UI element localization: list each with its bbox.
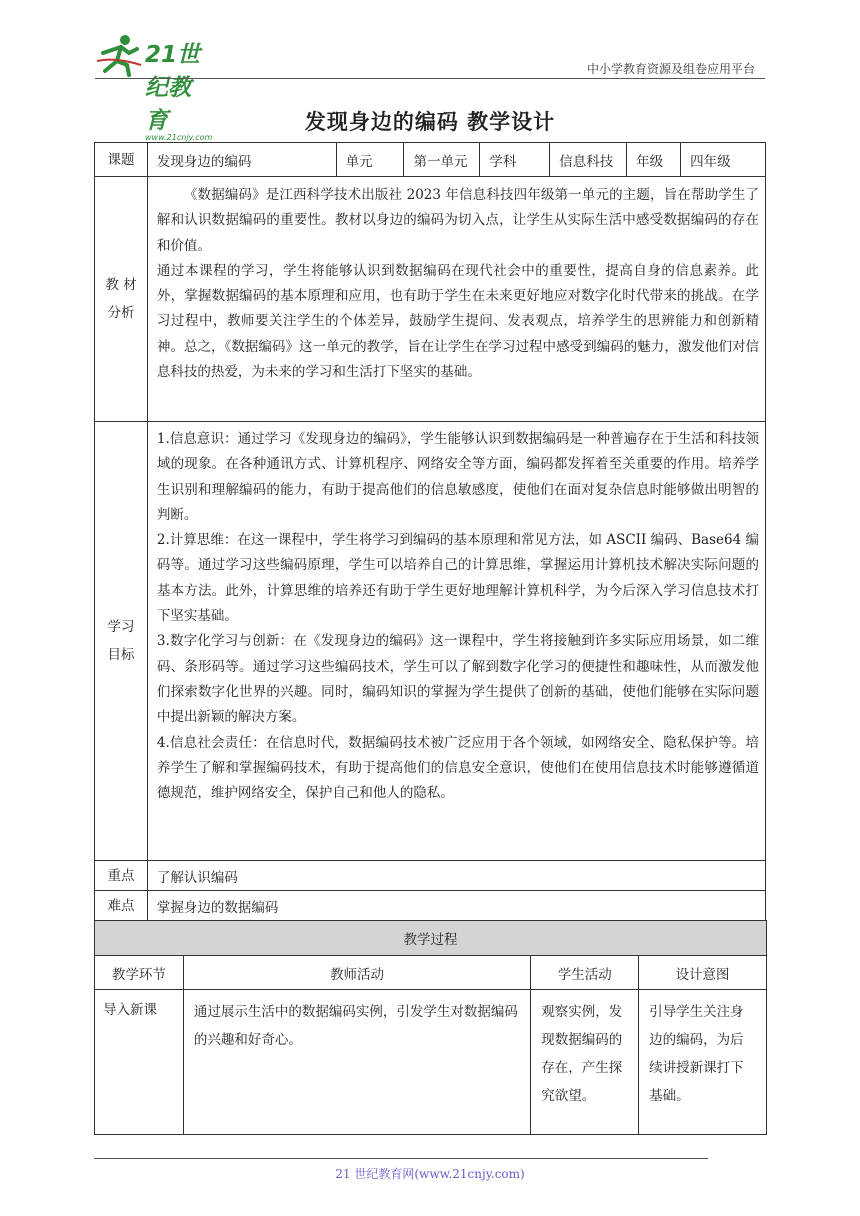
- logo: [95, 30, 213, 142]
- col-header-intent: 设计意图: [639, 956, 767, 990]
- subject-label: 学科: [480, 143, 550, 177]
- goals-label: 学习 目标: [95, 422, 148, 861]
- goal-item: 1.信息意识：通过学习《发现身边的编码》，学生能够认识到数据编码是一种普遍存在于生活和科技领域的现象。在各种通讯方式、计算机程序、网络安全等方面，编码都发挥着至关重要的作用。培养学生识别和理解编码的能力，有助于提高他们的信息敏感度，使他们在面对复杂信息时能够做出明智的判断。: [156, 431, 759, 523]
- key-point-label: 重点: [95, 861, 148, 891]
- lesson-info-table: [94, 142, 766, 921]
- topic-label: 课题: [95, 143, 148, 177]
- student-activity-cell: 观察实例，发现数据编码的存在，产生探究欲望。: [531, 990, 639, 1135]
- footer-divider: [94, 1158, 708, 1159]
- key-point-value: 了解认识编码: [147, 861, 765, 891]
- col-header-stage: 教学环节: [95, 956, 184, 990]
- logo-text: 21世纪教育: [145, 42, 201, 134]
- difficulty-label: 难点: [95, 891, 148, 921]
- goal-item: 4.信息社会责任：在信息时代，数据编码技术被广泛应用于各个领域，如网络安全、隐私保护等。培养学生了解和掌握编码技术，有助于提高他们的信息安全意识，使他们在使用信息技术时能够遵循道德规范，维护网络安全，保护自己和他人的隐私。: [156, 734, 759, 802]
- stage-cell: 导入新课: [95, 990, 184, 1135]
- col-header-teacher: 教师活动: [183, 956, 530, 990]
- platform-name: 中小学教育资源及组卷应用平台: [586, 62, 755, 76]
- goal-item: 2.计算思维：在这一课程中，学生将学习到编码的基本原理和常见方法，如 ASCII 编码、Base64 编码等。通过学习这些编码原理，学生可以培养自己的计算思维，掌握运用计算机技术解决实际问题的基本方法。此外，计算思维的培养还有助于学生更好地理解计算机科学，为今后深入学习信息技术打下坚实基础。: [156, 532, 759, 625]
- unit-value: 第一单元: [404, 143, 480, 177]
- page-title: 发现身边的编码 教学设计: [304, 109, 556, 134]
- teacher-activity-cell: 通过展示生活中的数据编码实例，引发学生对数据编码的兴趣和好奇心。: [183, 990, 530, 1135]
- grade-label: 年级: [627, 143, 681, 177]
- topic-value: 发现身边的编码: [147, 143, 336, 177]
- analysis-paragraph: 《数据编码》是江西科学技术出版社 2023 年信息科技四年级第一单元的主题，旨在帮助学生了解和认识数据编码的重要性。教材以身边的编码为切入点，让学生从实际生活中感受数据编码的存在和价值。: [156, 187, 759, 254]
- header-divider: [95, 78, 765, 79]
- process-band-title: 教学过程: [95, 921, 767, 956]
- unit-label: 单元: [336, 143, 404, 177]
- goal-item: 3.数字化学习与创新：在《发现身边的编码》这一课程中，学生将接触到许多实际应用场景，如二维码、条形码等。通过学习这些编码技术，学生可以了解到数字化学习的便捷性和趣味性，从而激发他们探索数字化世界的兴趣。同时，编码知识的掌握为学生提供了创新的基础，使他们能够在实际问题中提出新颖的解决方案。: [156, 633, 759, 726]
- footer-text: 21 世纪教育网(www.21cnjy.com): [335, 1167, 525, 1181]
- difficulty-value: 掌握身边的数据编码: [147, 891, 765, 921]
- analysis-content: [147, 177, 765, 422]
- goals-content: [147, 422, 765, 861]
- col-header-student: 学生活动: [531, 956, 639, 990]
- teaching-process-table: [94, 920, 767, 1135]
- table-row: [95, 990, 767, 1135]
- subject-value: 信息科技: [550, 143, 627, 177]
- design-intent-cell: 引导学生关注身边的编码，为后续讲授新课打下基础。: [639, 990, 767, 1135]
- grade-value: 四年级: [681, 143, 766, 177]
- analysis-paragraph: 通过本课程的学习，学生将能够认识到数据编码在现代社会中的重要性，提高自身的信息素养。此外，掌握数据编码的基本原理和应用，也有助于学生在未来更好地应对数字化时代带来的挑战。在学习过程中，教师要关注学生的个体差异，鼓励学生提问、发表观点，培养学生的思辨能力和创新精神。总之，《数据编码》这一单元的教学，旨在让学生在学习过程中感受到编码的魅力，激发他们对信息科技的热爱，为未来的学习和生活打下坚实的基础。: [156, 262, 759, 381]
- logo-url: www.21cnjy.com: [145, 133, 213, 142]
- analysis-label: 教 材 分析: [95, 177, 148, 422]
- runner-logo-icon: [95, 31, 143, 77]
